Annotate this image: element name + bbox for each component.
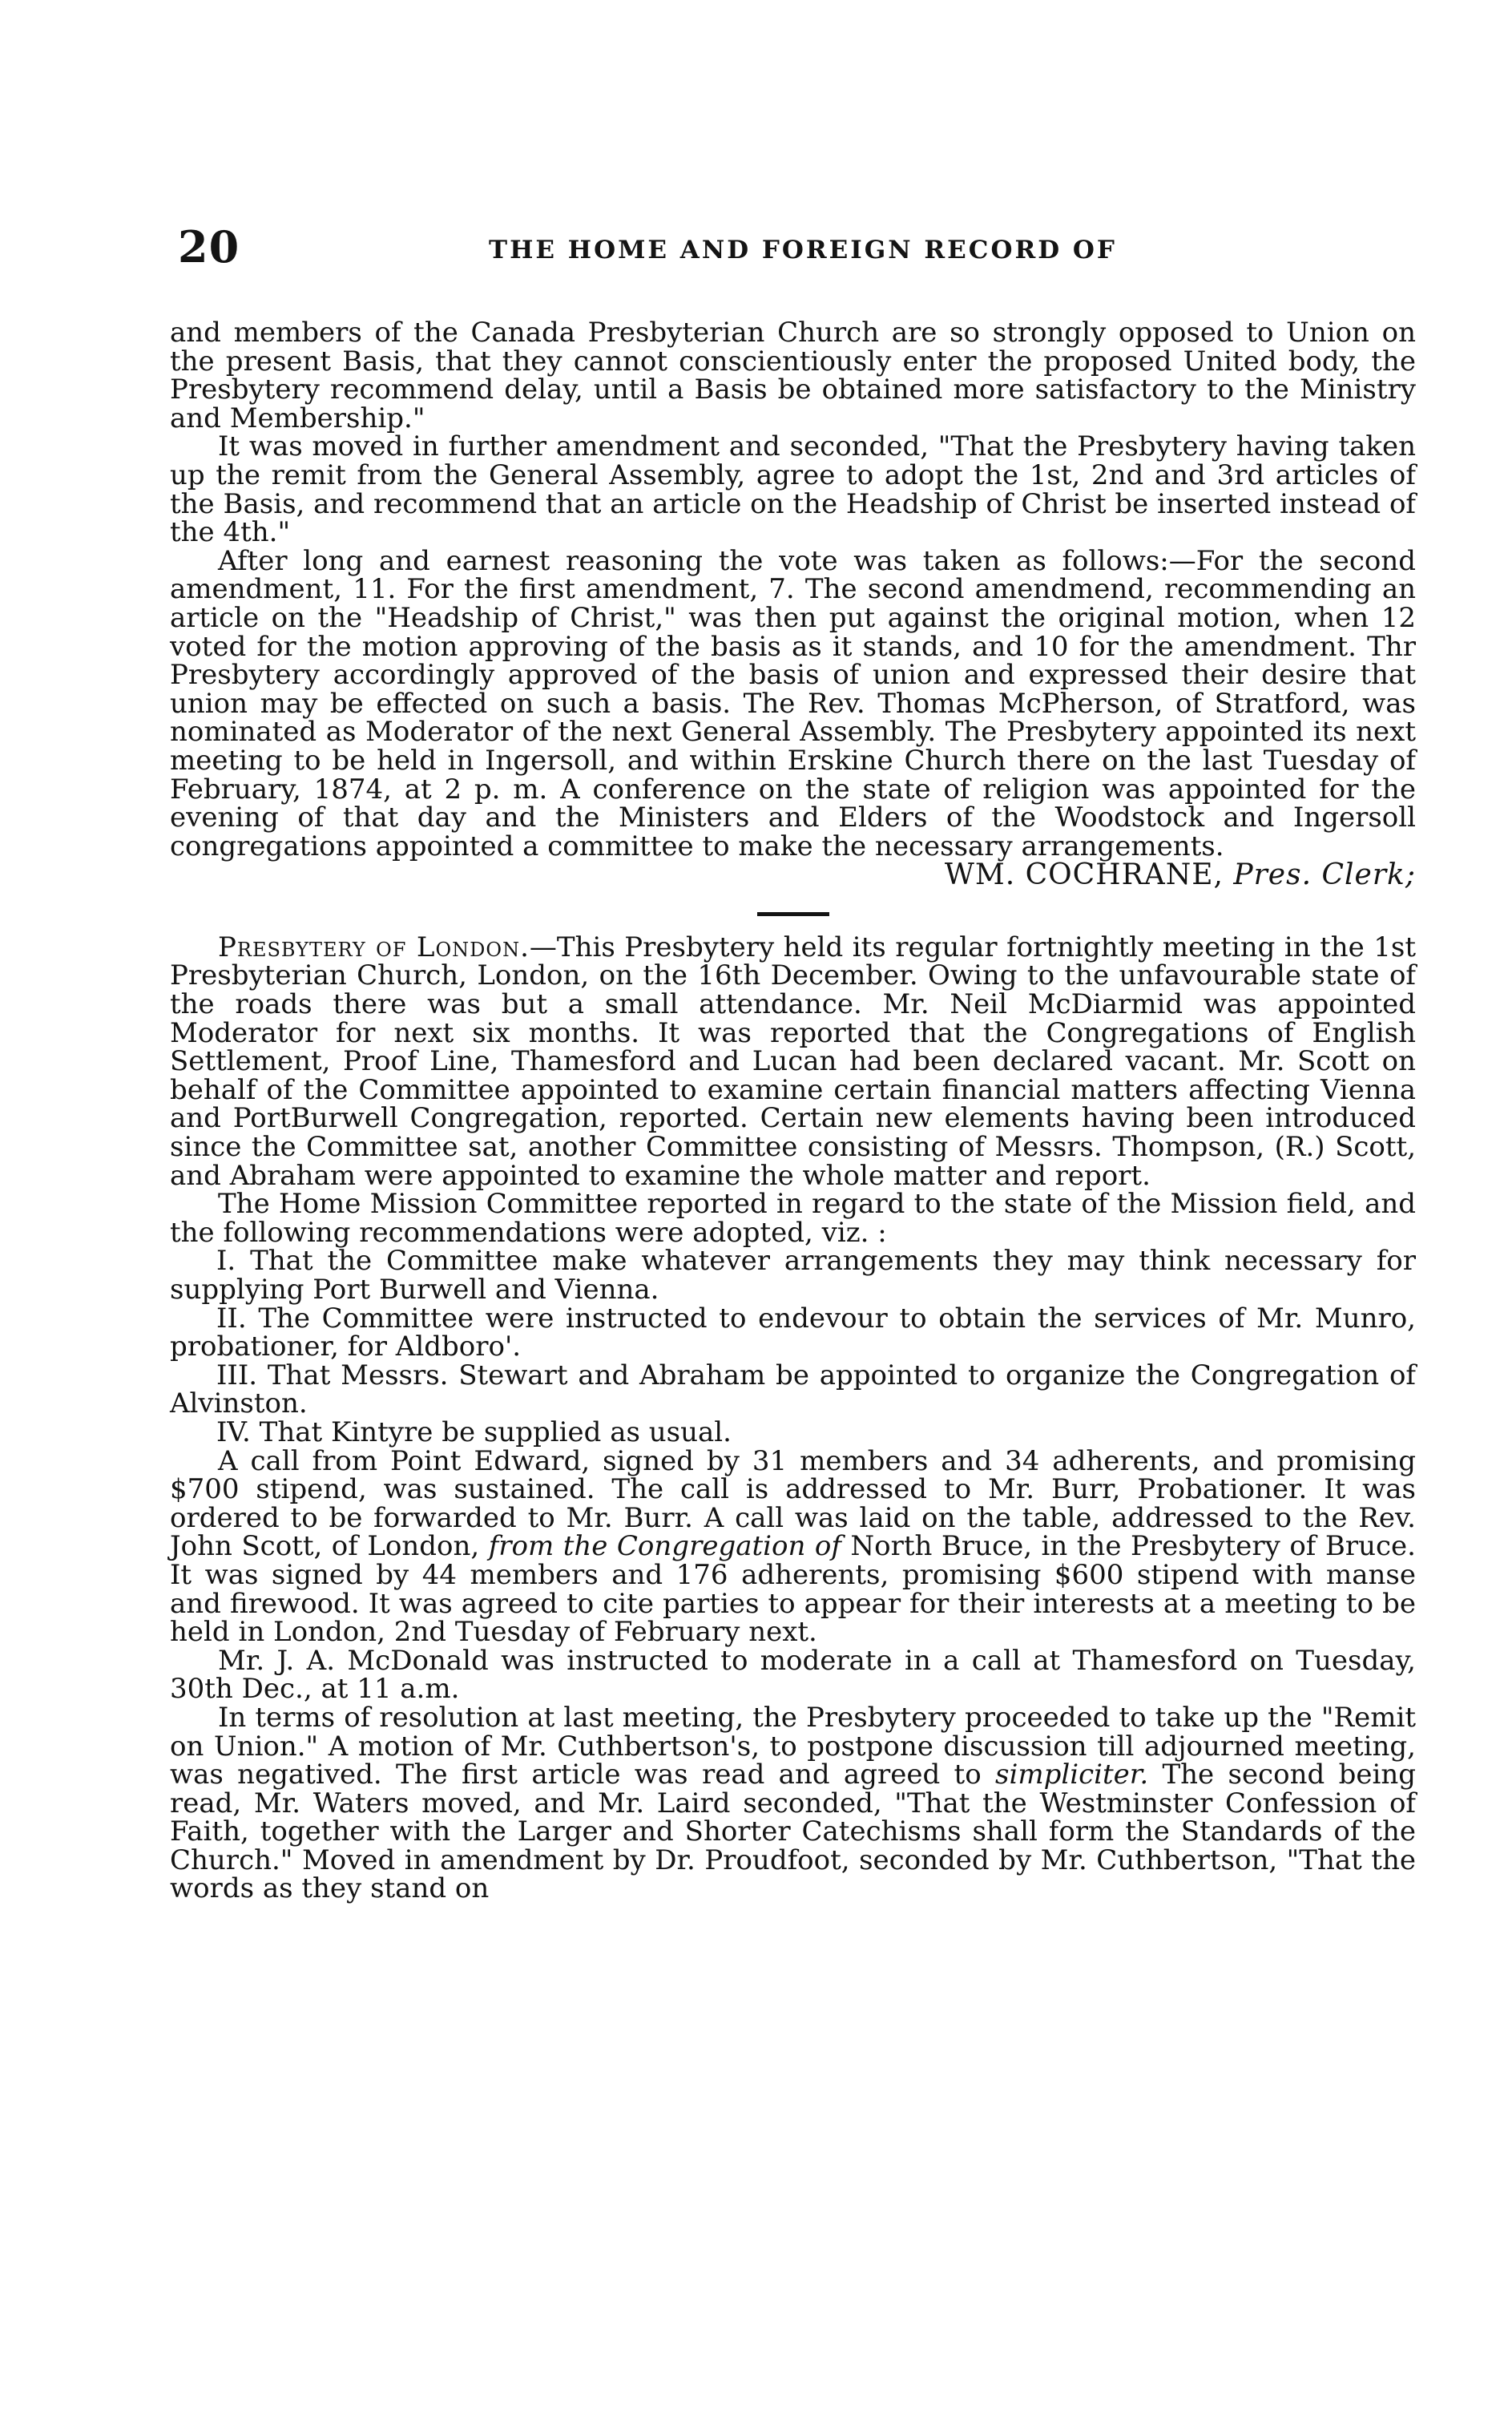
paragraph <box>170 1444 1416 1649</box>
list-item: IV. That Kintyre be supplied as usual. <box>216 1415 732 1448</box>
running-head: THE HOME AND FOREIGN RECORD OF <box>489 236 1117 265</box>
paragraph-text: The second being read, Mr. Waters moved, and Mr. Laird seconded, "That the Westminster Confession of Faith, together with the Larger and Shorter Catechisms shall form the Standards of the Church." Moved in amendment by Dr. Proudfoot, seconded by Mr. Cuthbertson, "That the words as they stand on <box>170 1759 1416 1905</box>
paragraph: and members of the Canada Presbyterian Church are so strongly opposed to Union on the present Basis, that they cannot conscientiously enter the proposed United body, the Presbytery recommend delay, until a Basis be obtained more satisfactory to the Ministry and Membership." <box>170 317 1416 434</box>
paragraph: The Home Mission Committee reported in regard to the state of the Mission field, and the following recommendations were adopted, viz. : <box>170 1188 1416 1249</box>
signature-title: Pres. Clerk; <box>1233 858 1416 892</box>
paragraph: After long and earnest reasoning the vote was taken as follows:—For the second amendment, 11. For the first amendment, 7. The second amendmend, recommending an article on the "Headship of Christ," was then put against the original motion, when 12 voted for the motion approving of the basis as it stands, and 10 for the amendment. Thr Presbytery accordingly approved of the basis of union and expressed their desire that union may be effected on such a basis. The Rev. Thomas McPherson, of Stratford, was nominated as Moderator of the next General Assembly. The Presbytery appointed its next meeting to be held in Ingersoll, and within Erskine Church there on the last Tuesday of February, 1874, at 2 p. m. A conference on the state of religion was appointed for the evening of that day and the Ministers and Elders of the Woodstock and Ingersoll congregations appointed a committee to make the necessary arrangements. <box>170 544 1416 862</box>
paragraph-text: In terms of resolution at last meeting, the Presbytery proceeded to take up the "Remit on Union." A motion of Mr. Cuthbertson's, to postpone discussion till adjourned meeting, was negatived. The first article was read and agreed to <box>170 1701 1416 1791</box>
document-body <box>170 319 1416 1904</box>
section-heading: Presbytery of London. <box>218 931 530 963</box>
page-header <box>168 221 1418 277</box>
paragraph-italic: simpliciter. <box>995 1759 1149 1791</box>
paragraph <box>170 931 1416 1192</box>
paragraph <box>170 1701 1416 1905</box>
paragraph: It was moved in further amendment and seconded, "That the Presbytery having taken up the remit from the General Assembly, agree to adopt the 1st, 2nd and 3rd articles of the Basis, and recommend that an article on the Headship of Christ be inserted instead of the 4th." <box>170 430 1416 549</box>
paragraph-text: A call from Point Edward, signed by 31 members and 34 adherents, and promising $700 stipend, was sustained. The call is addressed to Mr. Burr, Probationer. It was ordered to be forwarded to Mr. Burr. A call was laid on the table, addressed to the Rev. John Scott, of London, <box>170 1444 1416 1563</box>
signature <box>170 858 1416 892</box>
section-divider <box>757 912 829 916</box>
page-number: 20 <box>178 221 240 273</box>
list-item: I. That the Committee make whatever arrangements they may think necessary for supplying Port Burwell and Vienna. <box>170 1245 1416 1306</box>
paragraph: Mr. J. A. McDonald was instructed to moderate in a call at Thamesford on Tuesday, 30th Dec., at 11 a.m. <box>170 1644 1416 1706</box>
paragraph-italic: from the Congregation of <box>488 1530 841 1563</box>
paragraph-text: —This Presbytery held its regular fortnightly meeting in the 1st Presbyterian Church, London, on the 16th December. Owing to the unfavourable state of the roads there was but a small attendance. Mr. Neil McDiarmid was appointed Moderator for next six months. It was reported that the Congregations of English Settlement, Proof Line, Thamesford and Lucan had been declared vacant. Mr. Scott on behalf of the Committee appointed to examine certain financial matters affecting Vienna and PortBurwell Congregation, reported. Certain new elements having been introduced since the Committee sat, another Committee consisting of Messrs. Thompson, (R.) Scott, and Abraham were appointed to examine the whole matter and report. <box>170 931 1416 1192</box>
signature-name: WM. COCHRANE, <box>944 858 1224 892</box>
list-item: II. The Committee were instructed to endevour to obtain the services of Mr. Munro, probationer, for Aldboro'. <box>170 1302 1416 1363</box>
paragraph-text: North Bruce, in the Presbytery of Bruce. It was signed by 44 members and 176 adherents, promising $600 stipend with manse and firewood. It was agreed to cite parties to appear for their interests at a meeting to be held in London, 2nd Tuesday of February next. <box>170 1530 1416 1649</box>
list-item: III. That Messrs. Stewart and Abraham be appointed to organize the Congregation of Alvinston. <box>170 1359 1416 1420</box>
